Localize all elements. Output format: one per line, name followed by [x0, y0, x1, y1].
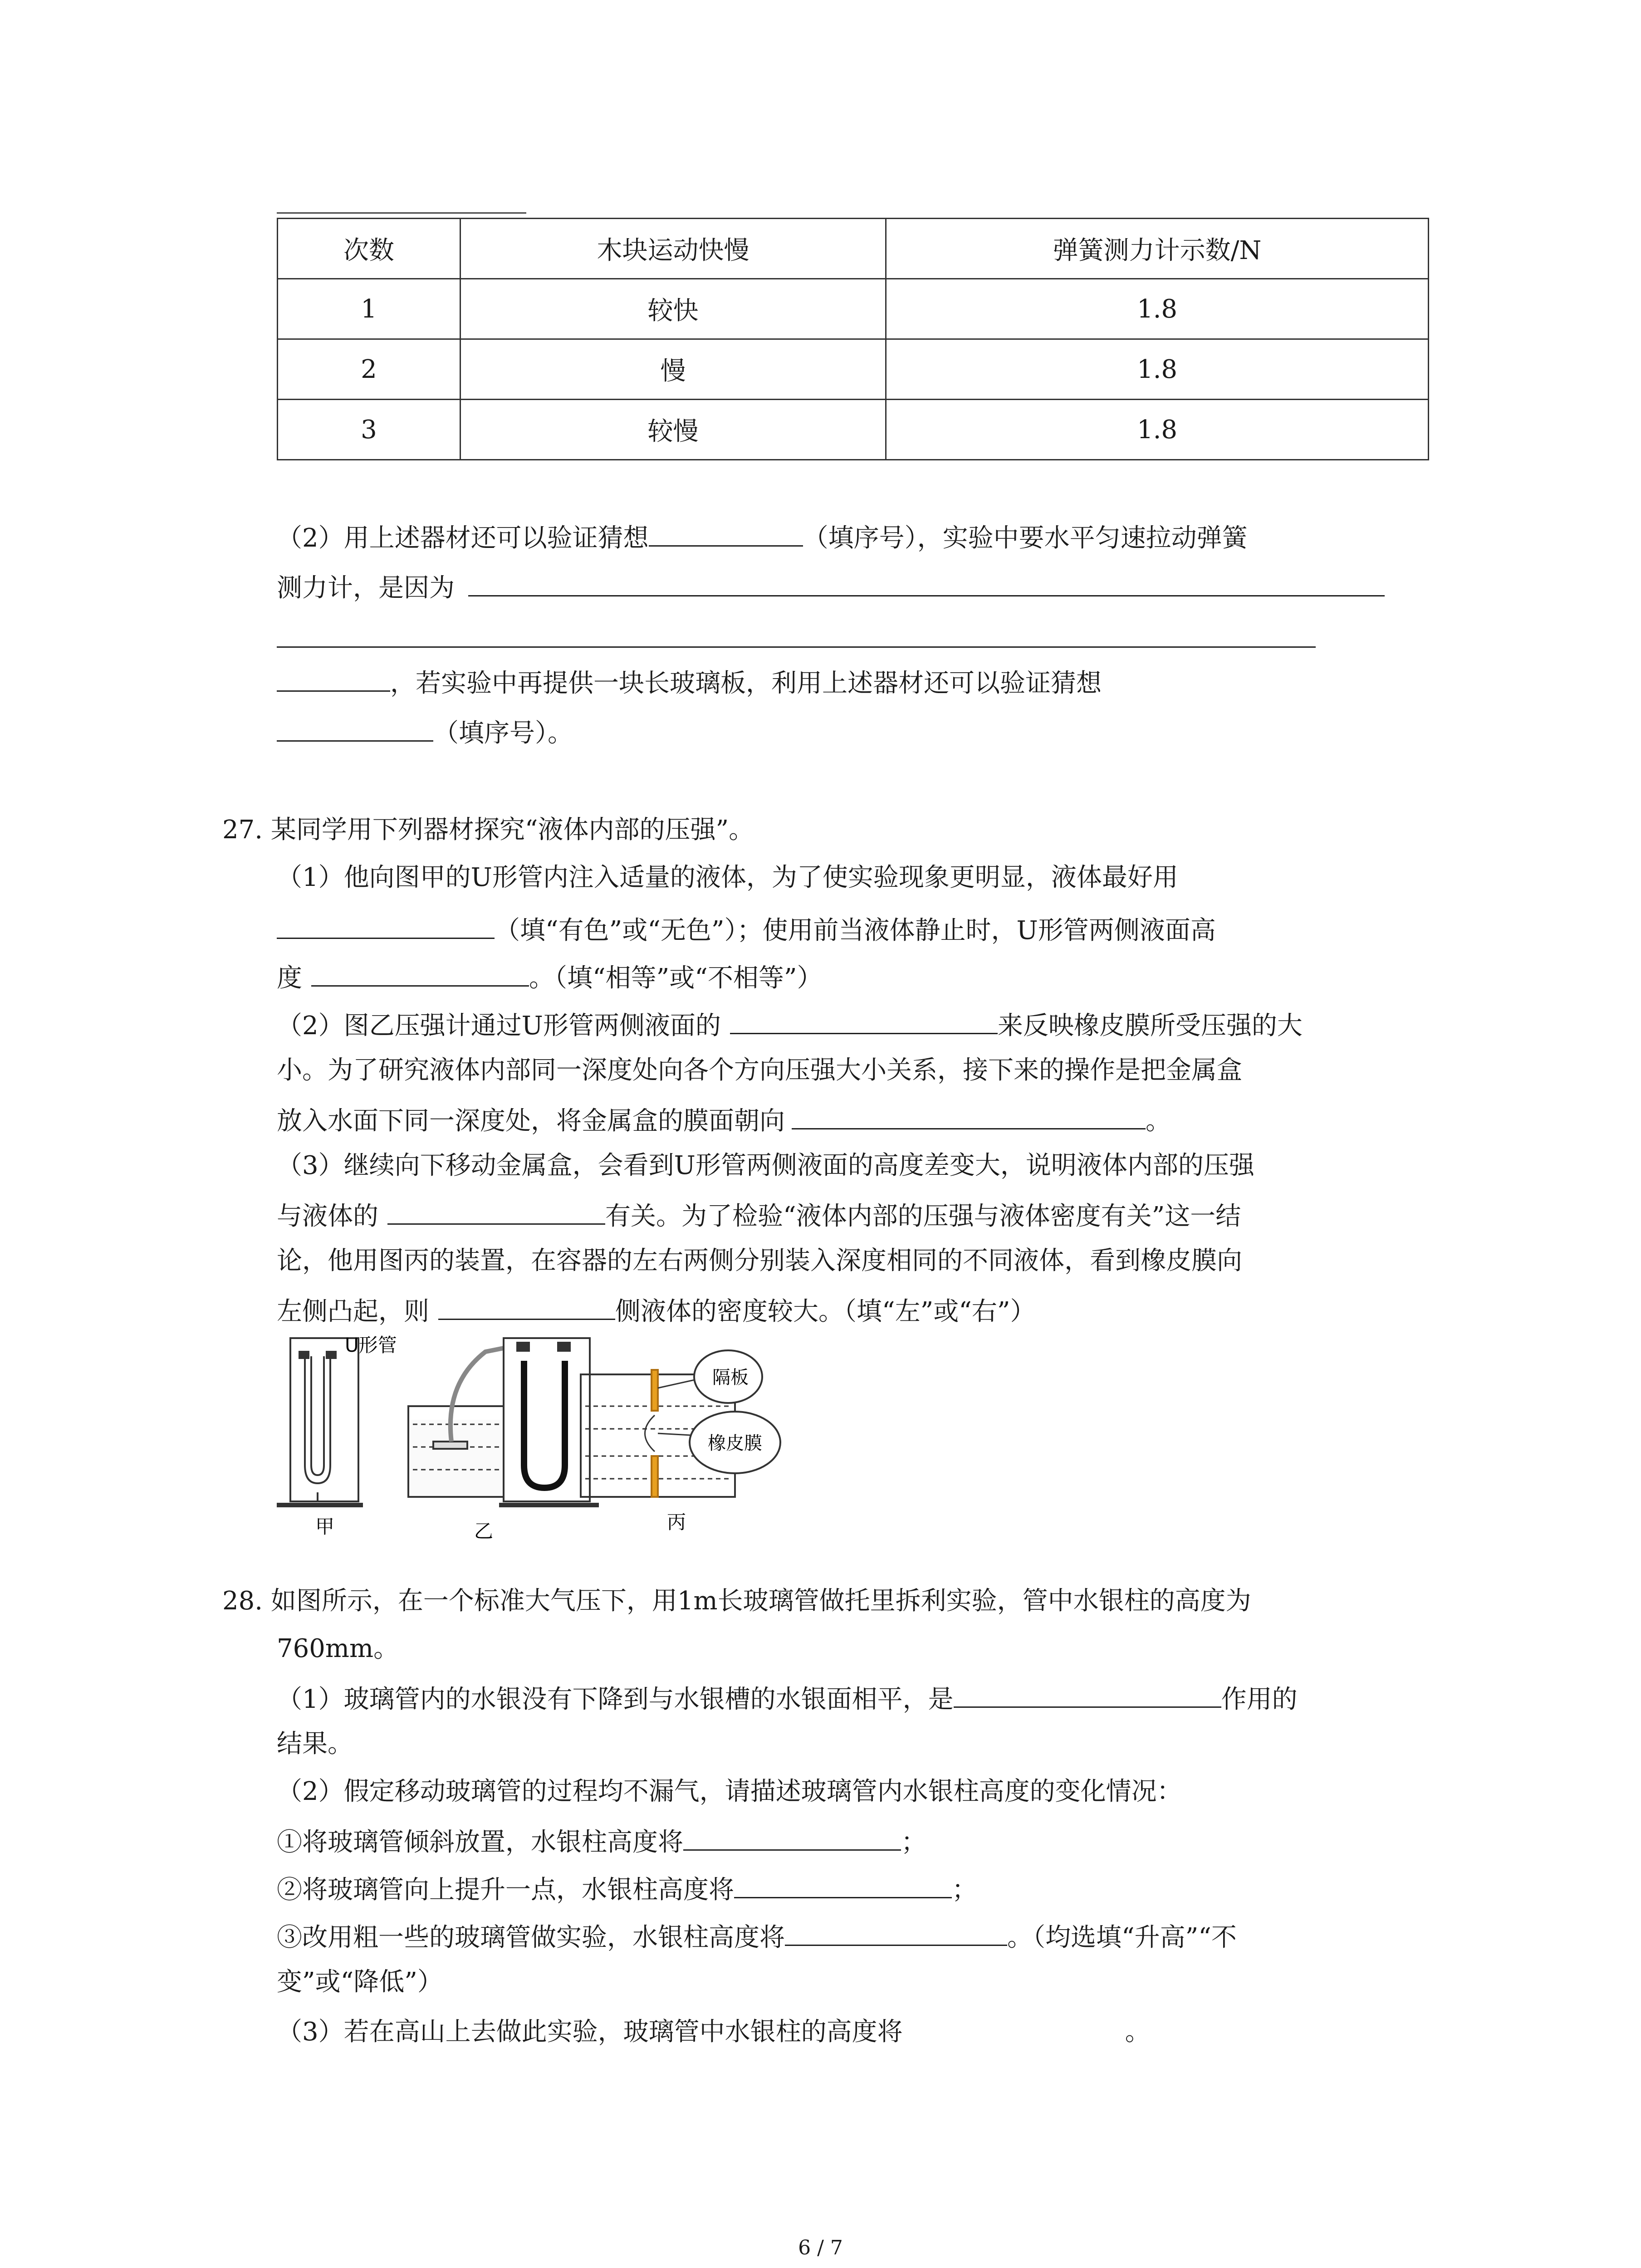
text: （2）用上述器材还可以验证猜想: [277, 523, 649, 553]
q27-p3-line3: 论，他用图丙的装置，在容器的左右两侧分别装入深度相同的不同液体，看到橡皮膜向: [277, 1246, 1242, 1276]
text: 度: [277, 963, 302, 993]
text: 侧液体的密度较大。（填“左”或“右”）: [615, 1297, 1036, 1326]
q28-stem-line1: 28. 如图所示，在一个标准大气压下，用1m长玻璃管做托里拆利实验，管中水银柱的高度为: [222, 1586, 1251, 1616]
text: 来反映橡皮膜所受压强的大: [997, 1011, 1303, 1041]
q27-p2-line1: [277, 1005, 1303, 1044]
q27-figures: [272, 1329, 1452, 1547]
table-row: [278, 279, 1429, 339]
text: 放入水面下同一深度处，将金属盒的膜面朝向: [277, 1106, 785, 1136]
q27-p3-line4: [277, 1290, 1036, 1330]
q28-p1-line1: [277, 1678, 1298, 1718]
figure-jia-u-tube: [277, 1338, 363, 1505]
figure-yi-pressure-gauge: [408, 1338, 599, 1505]
text: ②将玻璃管向上提升一点，水银柱高度将: [277, 1875, 734, 1905]
answer-blank[interactable]: [277, 909, 495, 939]
table-header: 弹簧测力计示数/N: [886, 219, 1429, 279]
table-row: [278, 339, 1429, 400]
q27-p3-line2: [277, 1195, 1241, 1235]
table-row: [278, 400, 1429, 460]
answer-blank[interactable]: [277, 662, 390, 692]
q27-p2-line3: [277, 1100, 1171, 1139]
u-tube-label: U形管: [345, 1334, 397, 1356]
figure-bing-divided-container: [581, 1350, 780, 1497]
text: 左侧凸起，则: [277, 1297, 429, 1326]
answer-blank-line[interactable]: [277, 646, 1316, 648]
page-number: 6 / 7: [798, 2236, 843, 2259]
answer-blank[interactable]: [785, 1916, 1007, 1946]
text: 。（填“相等”或“不相等”）: [529, 963, 823, 993]
q27-p1-line3: [277, 957, 823, 997]
text: 有关。为了检验“液体内部的压强与液体密度有关”这一结: [605, 1202, 1241, 1231]
q26-p2-line2: [277, 567, 1385, 606]
q27-p3-line1: （3）继续向下移动金属盒，会看到U形管两侧液面的高度差变大，说明液体内部的压强: [277, 1151, 1254, 1180]
membrane-label: 橡皮膜: [708, 1433, 762, 1454]
top-short-rule: [277, 212, 526, 214]
table-header: 次数: [278, 219, 460, 279]
table-cell: 1: [278, 279, 460, 339]
text: （2）图乙压强计通过U形管两侧液面的: [277, 1011, 721, 1041]
figure-label-yi: 乙: [474, 1520, 494, 1542]
text: ，若实验中再提供一块长玻璃板，利用上述器材还可以验证猜想: [390, 669, 1102, 698]
answer-blank[interactable]: [311, 957, 529, 987]
answer-blank[interactable]: [954, 1678, 1221, 1708]
answer-blank[interactable]: [734, 1869, 952, 1898]
text: 。: [1146, 1106, 1171, 1136]
table-header: 木块运动快慢: [460, 219, 886, 279]
answer-blank[interactable]: [438, 1290, 615, 1320]
q27-p1-line1: （1）他向图甲的U形管内注入适量的液体，为了使实验现象更明显，液体最好用: [277, 863, 1178, 892]
q28-stem-line2: 760mm。: [277, 1634, 399, 1663]
table-cell: 慢: [460, 339, 886, 400]
divider-label: 隔板: [712, 1367, 749, 1388]
q28-p2-item3: [277, 1916, 1237, 1956]
text: 作用的: [1221, 1685, 1298, 1714]
answer-blank[interactable]: [683, 1821, 901, 1851]
answer-blank[interactable]: [792, 1100, 1146, 1129]
table-cell: 2: [278, 339, 460, 400]
answer-blank[interactable]: [387, 1195, 605, 1225]
q28-p2-item2: [277, 1869, 977, 1908]
text: ；: [952, 1875, 977, 1905]
q26-p2-line5: [277, 712, 573, 752]
text: ①将玻璃管倾斜放置，水银柱高度将: [277, 1828, 683, 1857]
answer-blank[interactable]: [730, 1005, 998, 1034]
q27-stem: 27. 某同学用下列器材探究“液体内部的压强”。: [222, 815, 754, 845]
answer-blank[interactable]: [468, 567, 1385, 596]
q27-p2-line2: 小。为了研究液体内部同一深度处向各个方向压强大小关系，接下来的操作是把金属盒: [277, 1056, 1242, 1085]
text: （1）玻璃管内的水银没有下降到与水银槽的水银面相平，是: [277, 1685, 954, 1714]
text: 。: [1125, 2017, 1151, 2047]
table-header-row: [278, 219, 1429, 279]
q28-p3-line: [277, 2014, 1151, 2050]
text: ；: [901, 1828, 926, 1857]
table-cell: 1.8: [886, 339, 1429, 400]
table-cell: 1.8: [886, 400, 1429, 460]
text: 与液体的: [277, 1202, 378, 1231]
q28-p2-line5: 变”或“降低”）: [277, 1967, 443, 1997]
q27-p1-line2: [277, 909, 1216, 949]
q26-p2-line4: [277, 662, 1102, 702]
table-cell: 较快: [460, 279, 886, 339]
text: ③改用粗一些的玻璃管做实验，水银柱高度将: [277, 1923, 785, 1952]
q28-p2-line1: （2）假定移动玻璃管的过程均不漏气，请描述玻璃管内水银柱高度的变化情况：: [277, 1777, 1182, 1806]
table-cell: 1.8: [886, 279, 1429, 339]
figure-label-bing: 丙: [667, 1511, 686, 1533]
figure-label-jia: 甲: [315, 1515, 335, 1538]
text: （3）若在高山上去做此实验，玻璃管中水银柱的高度将: [277, 2017, 903, 2047]
q26-p2-line1: [277, 517, 1248, 557]
table-cell: 3: [278, 400, 460, 460]
q28-p2-item1: [277, 1821, 926, 1861]
text: 测力计，是因为: [277, 573, 455, 603]
text: （填序号）。: [433, 719, 573, 748]
text: 。（均选填“升高”“不: [1007, 1923, 1237, 1952]
answer-blank[interactable]: [277, 712, 433, 742]
results-table: [277, 218, 1429, 460]
answer-blank[interactable]: [649, 517, 803, 547]
q28-p1-line2: 结果。: [277, 1729, 353, 1759]
text: （填序号），实验中要水平匀速拉动弹簧: [803, 523, 1248, 553]
table-cell: 较慢: [460, 400, 886, 460]
text: （填“有色”或“无色”）；使用前当液体静止时，U形管两侧液面高: [495, 916, 1216, 945]
